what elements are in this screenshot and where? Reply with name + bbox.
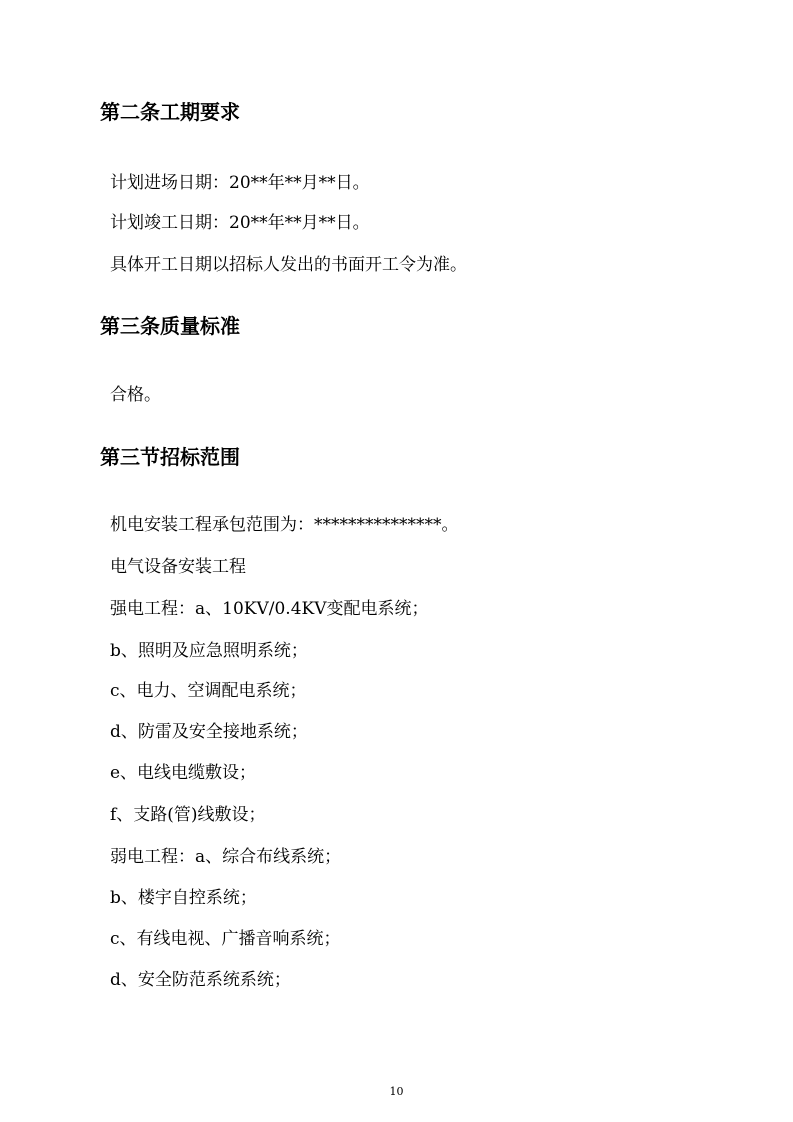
scope-line: b、照明及应急照明系统； — [110, 641, 308, 661]
scope-line: c、有线电视、广播音响系统； — [110, 929, 341, 949]
section-heading-period: 第二条工期要求 — [100, 100, 240, 124]
section-heading-scope: 第三节招标范围 — [100, 445, 240, 469]
scope-line: d、防雷及安全接地系统； — [110, 722, 308, 742]
start-date-note: 具体开工日期以招标人发出的书面开工令为准。 — [110, 255, 467, 275]
section-heading-quality: 第三条质量标准 — [100, 314, 240, 338]
scope-line: c、电力、空调配电系统； — [110, 681, 307, 701]
planned-completion-date: 计划竣工日期：20**年**月**日。 — [110, 213, 370, 233]
quality-standard: 合格。 — [110, 385, 161, 405]
scope-line: 机电安装工程承包范围为：***************。 — [110, 515, 459, 535]
scope-line: 弱电工程：a、综合布线系统； — [110, 847, 342, 867]
scope-line: b、楼宇自控系统； — [110, 888, 257, 908]
planned-entry-date: 计划进场日期：20**年**月**日。 — [110, 173, 370, 193]
scope-line: e、电线电缆敷设； — [110, 763, 257, 783]
scope-line: 电气设备安装工程 — [110, 557, 246, 577]
scope-line: d、安全防范系统系统； — [110, 970, 291, 990]
scope-line: 强电工程：a、10KV/0.4KV变配电系统； — [110, 599, 429, 619]
scope-line: f、支路(管)线敷设； — [110, 805, 266, 825]
page-number: 10 — [389, 1085, 404, 1098]
